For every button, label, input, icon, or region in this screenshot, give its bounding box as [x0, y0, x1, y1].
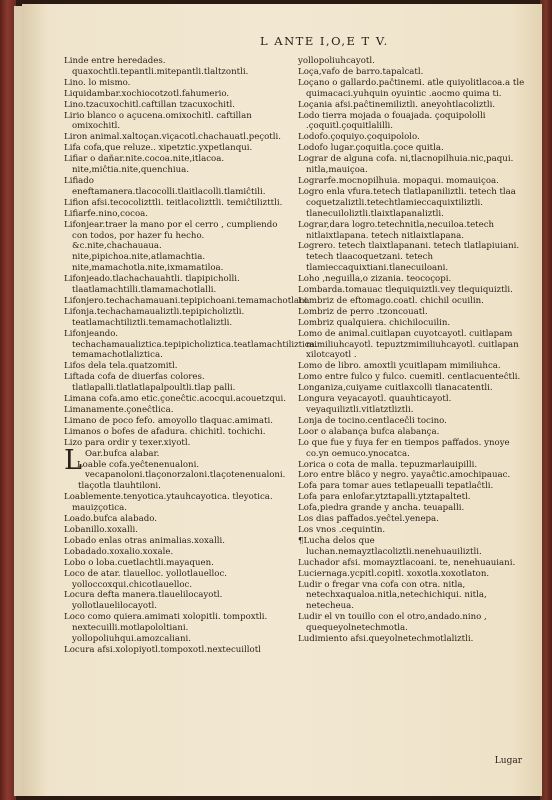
dictionary-entry: Logro enla vfura.tetech tlatlapaniliztli. tetech tlaa coquetzaliztli.tetechtlamieccaquixtiliztli. tlanecuiloliztli.tlaixtlapanaliztli.	[298, 186, 516, 219]
dictionary-entry: Loable cofa.yeĉtenenualoni. vecapanoloni.tlaçonorzaloni.tlaçotenenualoni. tlaçotla tlauhtiloni.	[76, 459, 286, 492]
dictionary-entry: Lofa para enlofar.ytztapalli.ytztapaltetl.	[298, 492, 471, 503]
dictionary-entry: Loablemente.tenyotica.ytauhcayotica. tleyotica. mauiẓçotica.	[64, 492, 273, 514]
dictionary-entry: Liron animal.xaltoçan.viçacotl.chachauatl.peçotli.	[64, 132, 281, 143]
dictionary-entry: Lobanillo.xoxalli.	[64, 524, 139, 535]
dictionary-entry: Lonja de tocino.centlaceĉli tocino.	[298, 415, 447, 426]
dictionary-entry: Lizo para ordir y texer.xiyotl.	[64, 437, 191, 448]
dictionary-entry: Lifa cofa,que reluze.. xipetztic.yxpetlanqui.	[64, 143, 253, 154]
dictionary-entry: Los dias paffados.yeĉtel.yenepa.	[298, 514, 439, 525]
dictionary-entry: Lino. lo mismo.	[64, 77, 131, 88]
dictionary-entry: Loça,vafo de barro.tapalcatl.	[298, 66, 424, 77]
dictionary-entry: Lomo entre fulco y fulco. cuemitl. centlacuenteĉtli.	[298, 372, 521, 383]
dictionary-entry: yollopoliuhcayotl.	[298, 56, 375, 66]
running-header: L ANTE I,O,E T V.	[260, 34, 389, 48]
dictionary-entry: Lodo tierra mojada o fouajada. çoquipololli .çoquitl.çoquitlalilli.	[298, 110, 486, 132]
dictionary-entry: Loco de atar. tlauelloc. yollotlauelloc. yolloccoxqui.chicotlauelloc.	[64, 568, 227, 590]
dictionary-entry: Lifonja.techachamaualiztli.tepipicholiztli. teatlamachtiliztli.temamachotlaliztli.	[64, 306, 245, 328]
dictionary-entry: Loçania afsi.paĉtinemiliztli. aneyohtlacoliztli.	[298, 99, 496, 110]
dictionary-entry: Lombriz de eftomago.coatl. chichil ocuilin.	[298, 295, 484, 306]
dictionary-entry: Lifion afsi.tecocolizttli. teitlacolizttli. temiĉtilizttli.	[64, 197, 283, 208]
dictionary-entry: Locura afsi.xolopiyotl.tompoxotl.nextecuillotl	[64, 644, 261, 655]
dictionary-entry: Loor o alabança bufca alabança.	[298, 426, 440, 437]
dictionary-entry: Lobado enlas otras animalias.xoxalli.	[64, 535, 225, 546]
dictionary-entry: Lifiarfe.nino,cocoa.	[64, 208, 148, 219]
dictionary-entry: Lifonjeado.tlachachauahtli. tlapipicholli. tlaatlamachtilli.tlamamachotlalli.	[64, 274, 240, 296]
drop-cap: L	[64, 444, 82, 476]
dictionary-entry: Longura veyacayotl. quauhticayotl. veyaquiliztli.vitlatztliztli.	[298, 394, 452, 415]
dictionary-entry: Longaniza,cuiyame cuitlaxcolli tlanacatentli.	[298, 383, 493, 394]
dictionary-entry: Lomo de animal.cuitlapan cuyotcayotl. cuitlapam mimiliuhcayotl. tepuztzmimiliuhcayotl. cuitlapan xilotcayotl .	[298, 328, 519, 361]
dictionary-entry: Loçano o gallardo.paĉtinemi. atle quiyolitlacoa.a tle quimacaci.yuhquin oyuintic .aocmo quima ti.	[298, 77, 525, 99]
dictionary-entry: Lodofo lugar.çoquitla.çoce quitla.	[298, 143, 444, 154]
dictionary-entry: Locura defta manera.tlauelilocayotl. yollotlauelilocayotl.	[64, 590, 223, 612]
dictionary-entry: Lomo de libro. amoxtli ycuitlapam mimiliuhca.	[298, 361, 501, 372]
dictionary-entry: Ludir o fregar vna cofa con otra. nitla, netechxaqualoa.nitla,netechichiqui. nitla, netecheua.	[298, 579, 487, 612]
dictionary-entry: Lombriz de perro .tzoncouatl.	[298, 306, 428, 317]
dictionary-entry: Loado.bufca alabado.	[64, 514, 158, 525]
dictionary-entry: Lifiado eneftamanera.tlacocolli.tlaitlacolli.tlamiĉtili.	[64, 175, 266, 197]
dictionary-entry: Lodofo.çoquiyo.çoquipololo.	[298, 132, 420, 143]
dictionary-entry: Lofa,piedra grande y ancha. teuapalli.	[298, 503, 465, 514]
dictionary-entry: Loro entre blãco y negro. yayaĉtic.amochipauac.	[298, 470, 511, 481]
dictionary-entry: Limano de poco fefo. amoyollo tlaquac.amimati.	[64, 415, 273, 426]
dictionary-entry: Lifos dela tela.quatzomitl.	[64, 361, 178, 372]
dictionary-page	[22, 4, 542, 796]
dictionary-entry: Limanos o bofes de afadura. chichitl. tochichi.	[64, 426, 266, 437]
dictionary-entry: Lifonjero.techachamauani.tepipichoani.temamachotlani.	[64, 295, 311, 306]
right-column	[298, 56, 526, 645]
dictionary-entry: Limana cofa.amo etic.çoneĉtic.acocqui.acouetzqui.	[64, 394, 286, 405]
dictionary-entry: Lorica o cota de malla. tepuzmarlauipilli.	[298, 459, 478, 470]
dictionary-entry: Lobo o loba.cuetlachtli.mayaquen.	[64, 557, 214, 568]
dictionary-entry: Lifiar o dañar.nite.cocoa.nite,itlacoa. nite,miĉtia.nite,quenchiua.	[64, 154, 225, 176]
dictionary-entry: Lombarda.tomauac tlequiquiztli.vey tlequiquiztli.	[298, 285, 513, 296]
dictionary-entry: Liftada cofa de diuerfas colores. tlatlapalli.tlatlatlapalpoultli.tlap palli.	[64, 372, 236, 394]
dictionary-entry: Linde entre heredades. quaxochtli.tepantli.mitepantli.tlaltzontli.	[64, 56, 249, 77]
dictionary-entry: Lo que fue y fuya fer en tiempos paffados. ynoye co.yn oemuco.ynocatca.	[298, 437, 510, 459]
dictionary-entry: Los vnos .cequintin.	[298, 524, 386, 535]
dictionary-entry: Lograr,dara logro.tetechnitla,necuiloa.tetech nitlaixtlapana. tetech nitlaixtlapana.	[298, 219, 495, 241]
dictionary-entry: Liquidambar.xochiocotzotl.fahumerio.	[64, 88, 230, 99]
dictionary-entry: Lino.tzacuxochitl.caftillan tzacuxochitl.	[64, 99, 235, 110]
dictionary-entry: Luciernaga.ycpitl.copitl. xoxotla.xoxotlaton.	[298, 568, 490, 579]
dictionary-entry: Limanamente.çoneĉtlica.	[64, 405, 174, 415]
dictionary-entry: Lobadado.xoxalio.xoxale.	[64, 546, 174, 557]
left-column	[64, 56, 318, 656]
dictionary-entry: Luchador afsi. momayztlacoani. te, nenehuauiani.	[298, 557, 516, 568]
dictionary-entry: Lograrfe.mocnopilhuia. mopaqui. momauiçoa.	[298, 175, 499, 186]
dictionary-entry: Loho ,neguilla,o zizania. teocoçopi.	[298, 274, 452, 285]
dictionary-entry: Lofa para tomar aues tetlapeualli tepatlaĉtli.	[298, 481, 494, 492]
dictionary-entry: ¶Lucha delos que luchan.nemayztlacoliztli.nenehuauiliztli.	[298, 535, 482, 557]
catchword: Lugar	[494, 756, 522, 766]
dictionary-entry: Logrero. tetech tlaixtlapanani. tetech tlatlapiuiani. tetech tlaacoquetzani. tetech tlamieccaquixtiani.tlanecuiloani.	[298, 241, 520, 274]
dictionary-entry: Loco como quiera.amimati xolopitli. tompoxtli. nextecuilli.motlapololtiani. yollopoliuhqui.amozcaliani.	[64, 612, 268, 645]
dictionary-entry: Lifonjear.traer la mano por el cerro , cumpliendo con todos, por hazer fu hecho. &c.nite,chachauaua. nite,pipichoa.nite,atlamachtia. nite,mamachotla.nite,ixmamatiloa.	[64, 219, 278, 274]
dictionary-entry: Lombriz qualquiera. chichilocuilin.	[298, 317, 451, 328]
dictionary-entry: Ludir el vn touillo con el otro,andado.nino , quequeyolnetechmotla.	[298, 612, 487, 634]
dictionary-entry: Lograr de alguna cofa. ni,tlacnopilhuia.nic,paqui. nitla,mauiçoa.	[298, 154, 514, 176]
dictionary-entry: Lifonjeando. techachamaualiztica.tepipicholiztica.teatlamachtiliztica. temamachotlaliztica.	[64, 328, 318, 361]
dictionary-entry: Ludimiento afsi.queyolnetechmotlaliztli.	[298, 634, 474, 645]
dictionary-entry: Lirio blanco o açucena.omixochitl. caftillan omixochitl.	[64, 110, 252, 132]
dictionary-entry: L Oar.bufca alabar.	[64, 444, 160, 476]
